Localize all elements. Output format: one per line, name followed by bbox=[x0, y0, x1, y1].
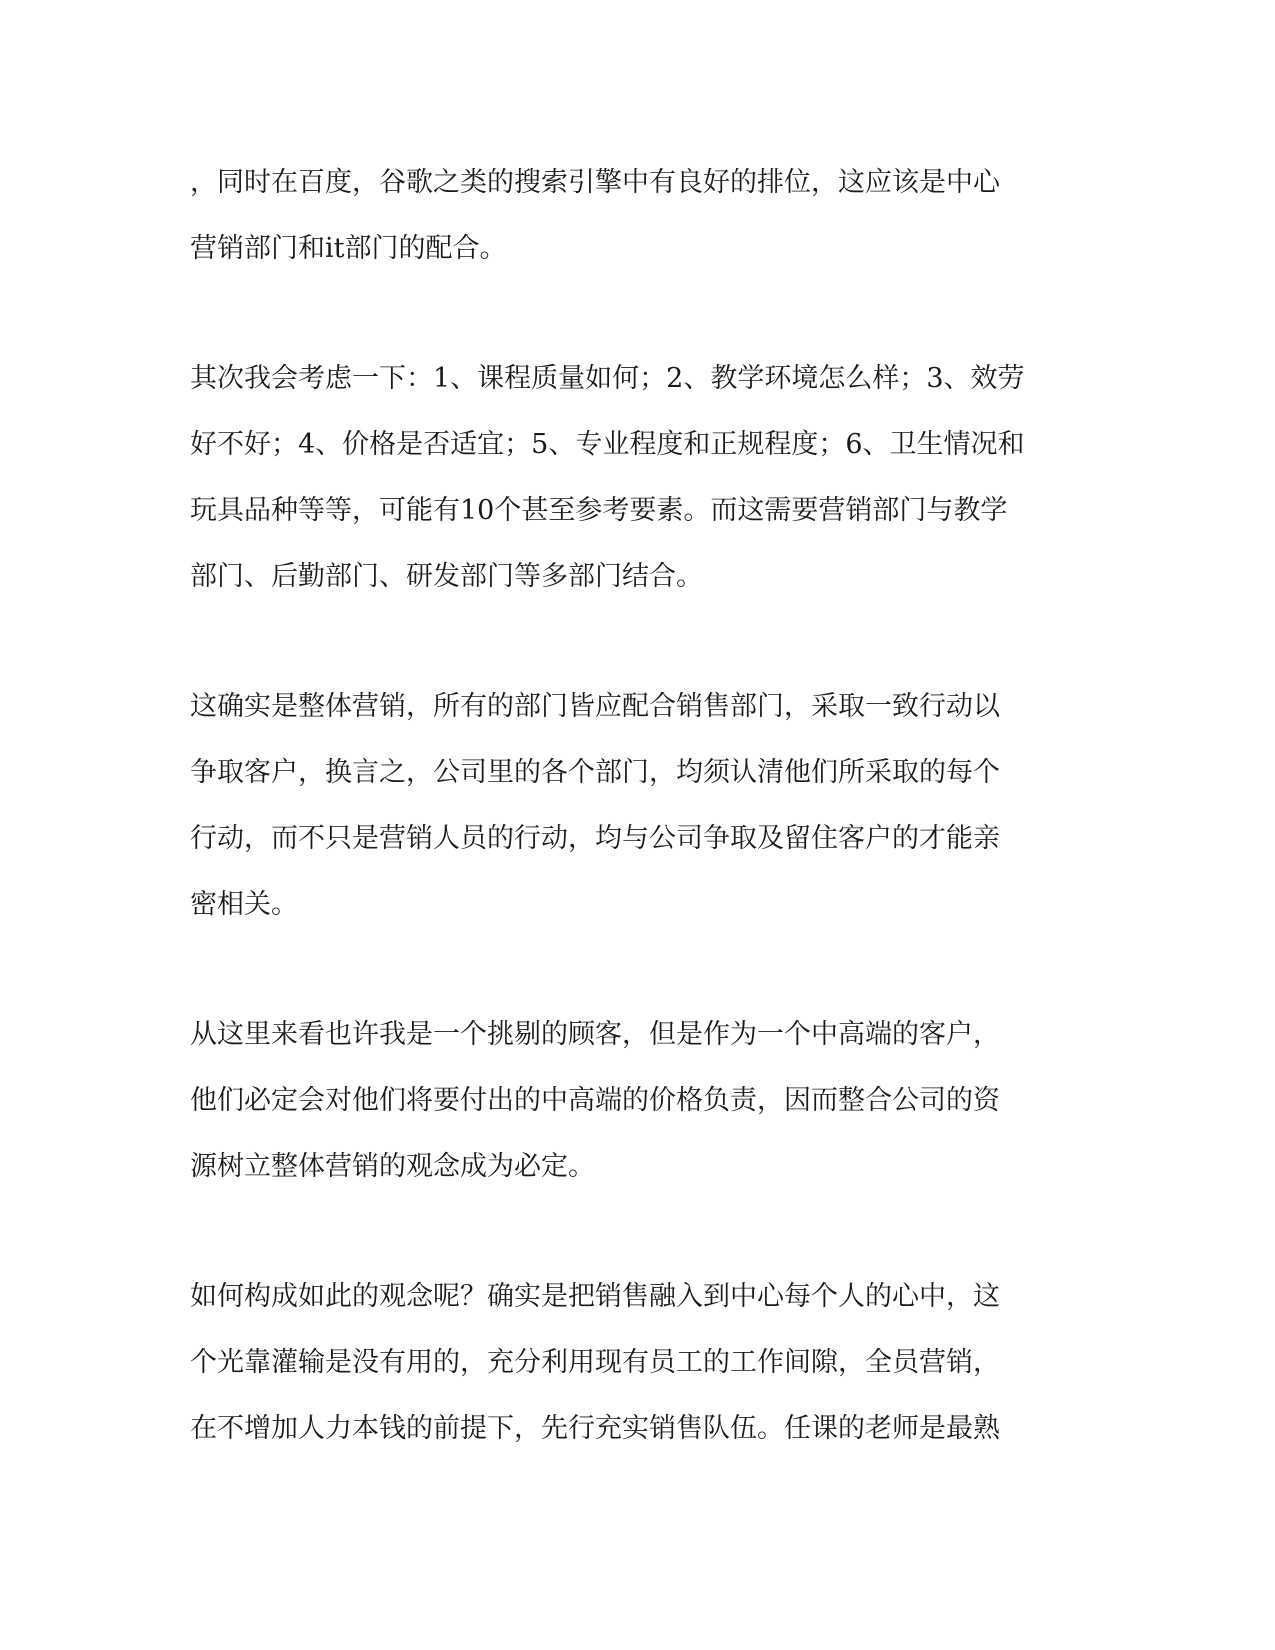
text-line: 这确实是整体营销，所有的部门皆应配合销售部门，采取一致行动以 bbox=[190, 691, 1000, 722]
text-line: 密相关。 bbox=[190, 889, 298, 920]
text-line: 个光靠灌输是没有用的，充分利用现有员工的工作间隙，全员营销， bbox=[190, 1347, 1000, 1378]
text-line: 其次我会考虑一下：1、课程质量如何；2、教学环境怎么样；3、效劳 bbox=[190, 363, 1025, 394]
paragraph-1 bbox=[190, 150, 1090, 282]
text-line: 部门、后勤部门、研发部门等多部门结合。 bbox=[190, 561, 703, 592]
text-line: 营销部门和it部门的配合。 bbox=[190, 233, 507, 264]
paragraph-2 bbox=[190, 346, 1090, 610]
text-line: 他们必定会对他们将要付出的中高端的价格负责，因而整合公司的资 bbox=[190, 1085, 1000, 1116]
paragraph-5 bbox=[190, 1264, 1090, 1462]
paragraph-4 bbox=[190, 1002, 1090, 1200]
text-line: 如何构成如此的观念呢？确实是把销售融入到中心每个人的心中，这 bbox=[190, 1281, 1000, 1312]
text-line: ，同时在百度，谷歌之类的搜索引擎中有良好的排位，这应该是中心 bbox=[190, 167, 1000, 198]
text-line: 行动，而不只是营销人员的行动，均与公司争取及留住客户的才能亲 bbox=[190, 823, 1000, 854]
text-line: 争取客户，换言之，公司里的各个部门，均须认清他们所采取的每个 bbox=[190, 757, 1000, 788]
document-body bbox=[190, 150, 1090, 1526]
text-line: 在不增加人力本钱的前提下，先行充实销售队伍。任课的老师是最熟 bbox=[190, 1413, 1000, 1444]
text-line: 好不好；4、价格是否适宜；5、专业程度和正规程度；6、卫生情况和 bbox=[190, 429, 1025, 460]
paragraph-3 bbox=[190, 674, 1090, 938]
text-line: 从这里来看也许我是一个挑剔的顾客，但是作为一个中高端的客户， bbox=[190, 1019, 1000, 1050]
text-line: 玩具品种等等，可能有10个甚至参考要素。而这需要营销部门与教学 bbox=[190, 495, 1008, 526]
text-line: 源树立整体营销的观念成为必定。 bbox=[190, 1151, 595, 1182]
